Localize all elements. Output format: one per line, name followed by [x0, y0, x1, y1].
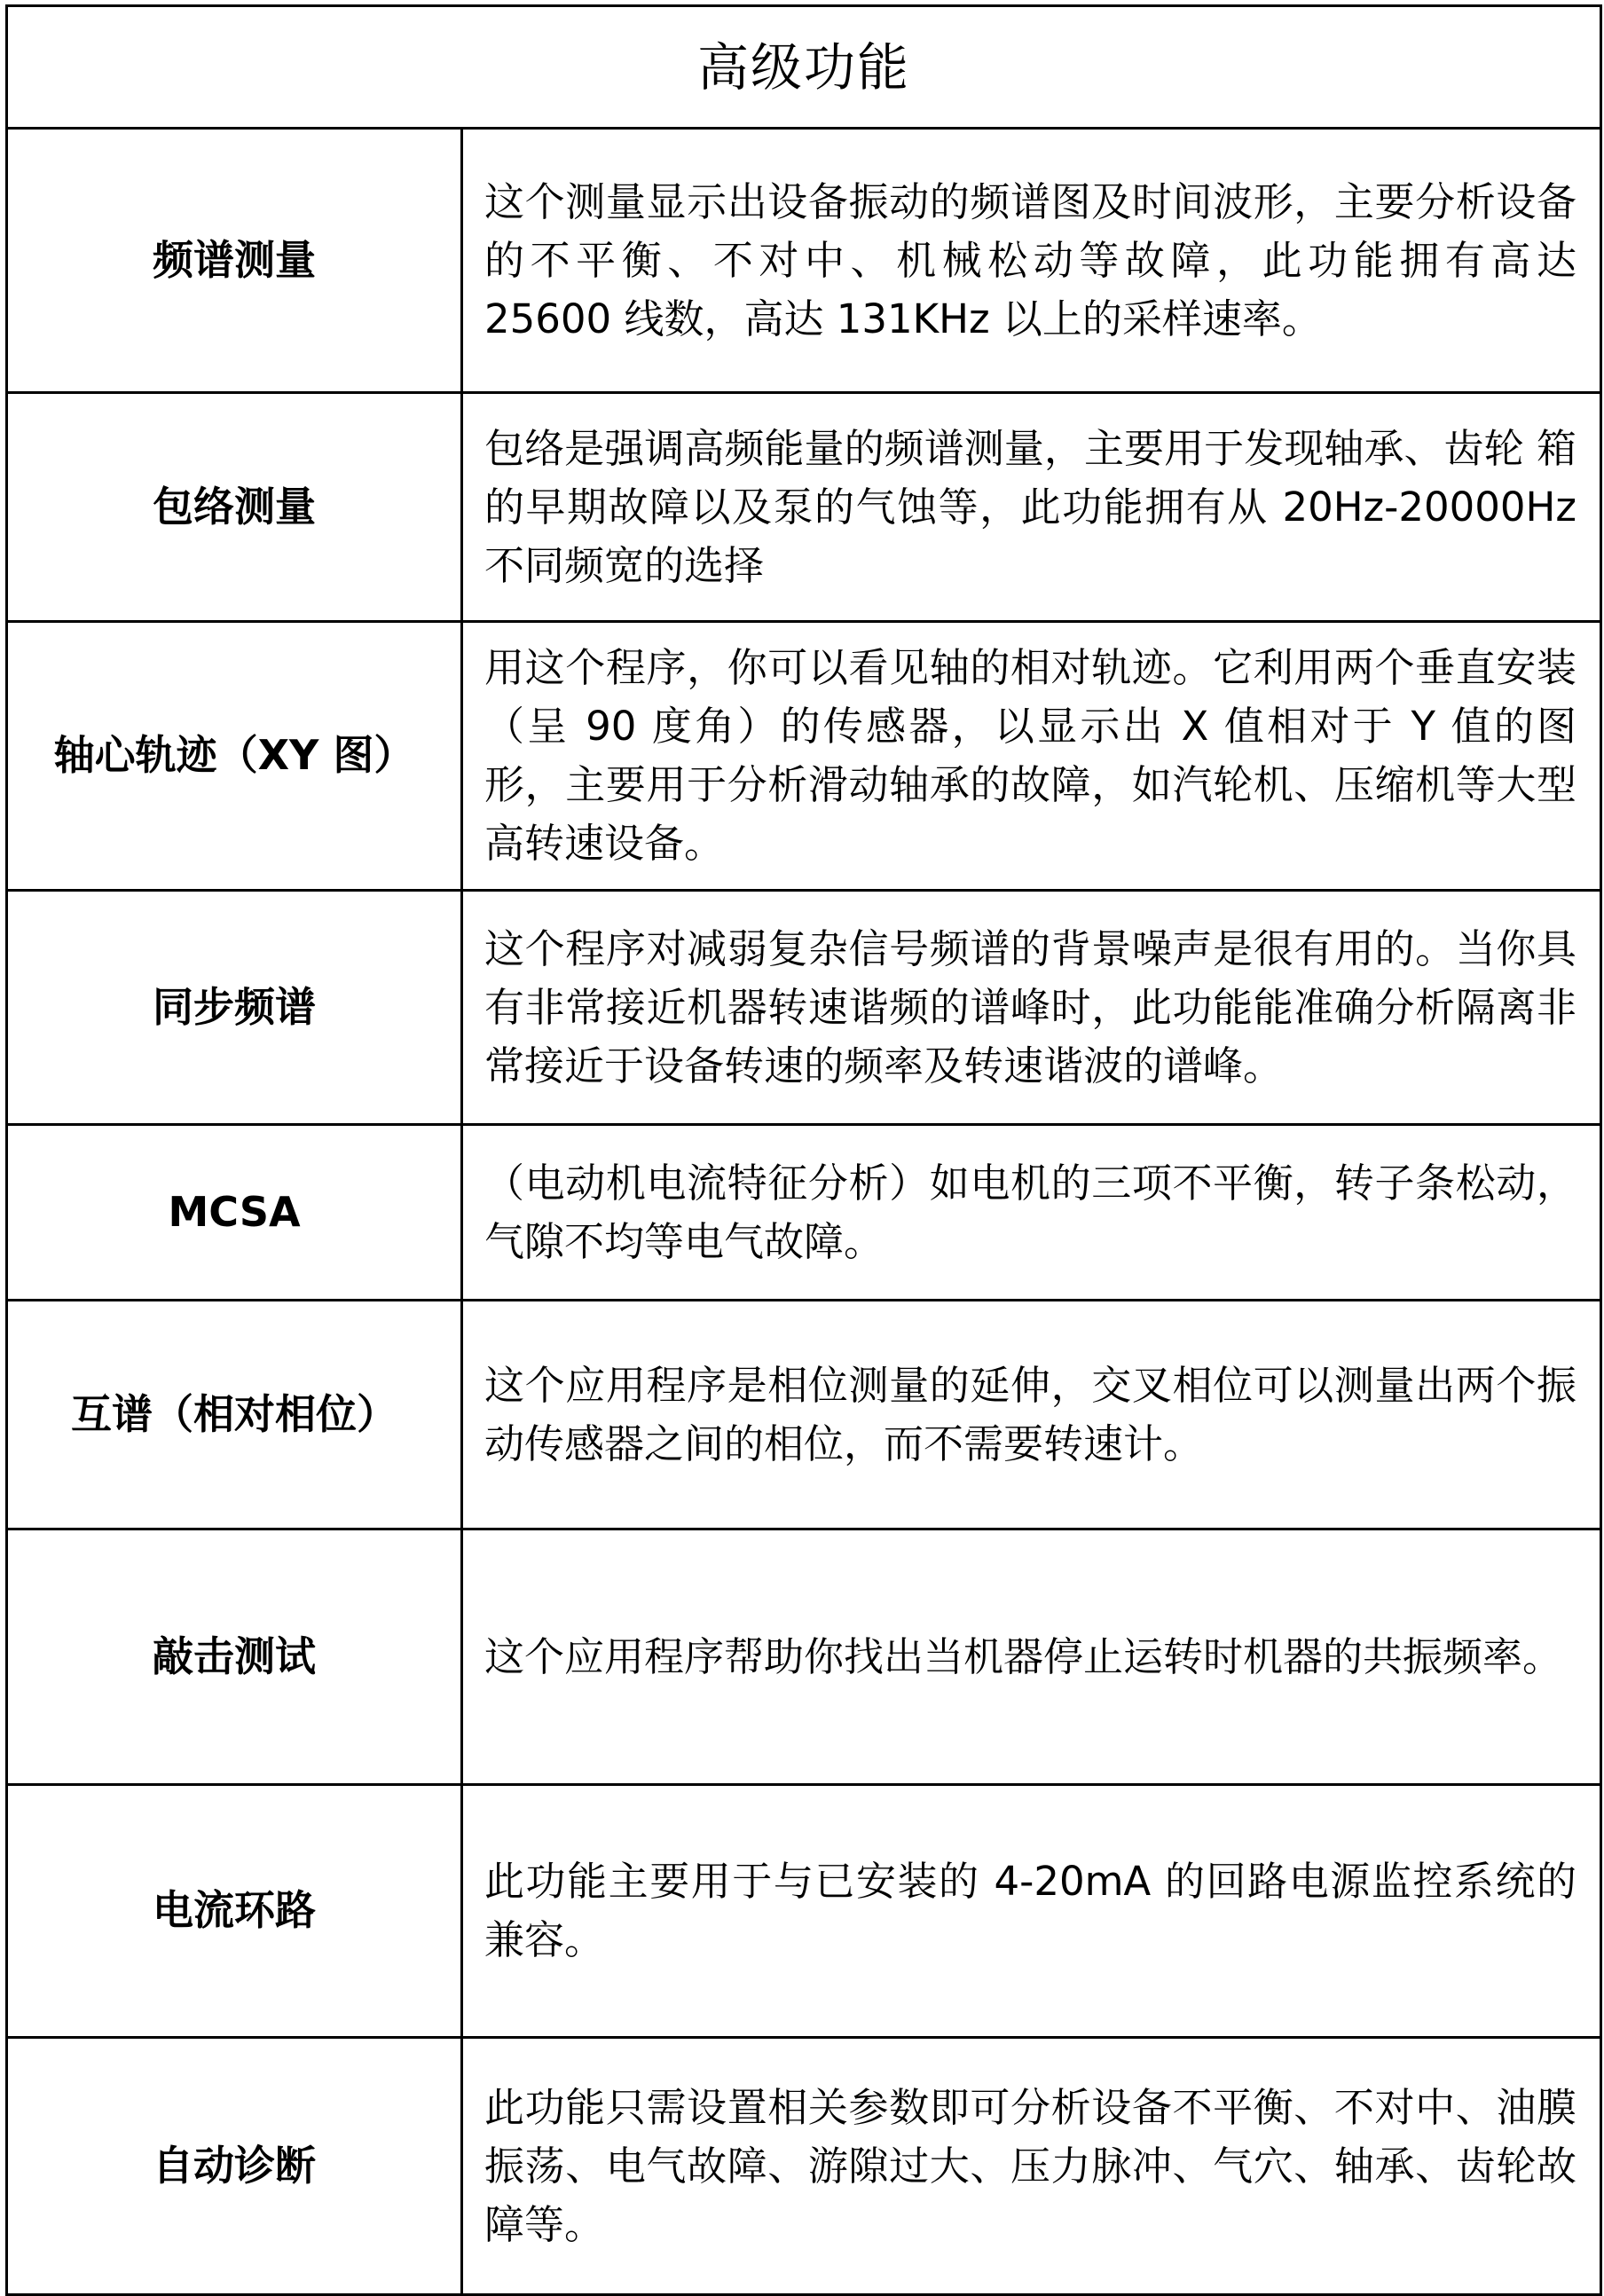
- feature-description: 包络是强调高频能量的频谱测量，主要用于发现轴承、齿轮 箱的早期故障以及泵的气蚀等，此功能拥有从 20Hz-20000Hz 不同频宽的选择: [462, 393, 1601, 622]
- feature-name: 敲击测试: [7, 1529, 462, 1785]
- feature-name: 同步频谱: [7, 891, 462, 1125]
- feature-description: 这个程序对减弱复杂信号频谱的背景噪声是很有用的。当你具有非常接近机器转速谐频的谱峰时，此功能能准确分析隔离非常接近于设备转速的频率及转速谐波的谱峰。: [462, 891, 1601, 1125]
- table-row: [7, 891, 1601, 1125]
- feature-name: 电流环路: [7, 1785, 462, 2038]
- feature-description: 这个应用程序帮助你找出当机器停止运转时机器的共振频率。: [462, 1529, 1601, 1785]
- table-row: [7, 1529, 1601, 1785]
- advanced-features-table: [5, 4, 1602, 2296]
- feature-description: 这个应用程序是相位测量的延伸，交叉相位可以测量出两个振动传感器之间的相位，而不需要转速计。: [462, 1301, 1601, 1529]
- feature-name: MCSA: [7, 1125, 462, 1301]
- feature-description: 此功能只需设置相关参数即可分析设备不平衡、不对中、油膜振荡、电气故障、游隙过大、压力脉冲、气穴、轴承、齿轮故障等。: [462, 2038, 1601, 2295]
- table-row: [7, 622, 1601, 891]
- table-row: [7, 2038, 1601, 2295]
- feature-description: 用这个程序，你可以看见轴的相对轨迹。它利用两个垂直安装（呈 90 度角）的传感器，以显示出 X 值相对于 Y 值的图形，主要用于分析滑动轴承的故障，如汽轮机、压缩机等大型高转速设备。: [462, 622, 1601, 891]
- feature-name: 互谱（相对相位）: [7, 1301, 462, 1529]
- feature-description: 这个测量显示出设备振动的频谱图及时间波形，主要分析设备的不平衡、不对中、机械松动等故障，此功能拥有高达 25600 线数，高达 131KHz 以上的采样速率。: [462, 129, 1601, 393]
- table-row: [7, 1301, 1601, 1529]
- table-row: [7, 1125, 1601, 1301]
- table-row: [7, 129, 1601, 393]
- feature-description: （电动机电流特征分析）如电机的三项不平衡，转子条松动，气隙不均等电气故障。: [462, 1125, 1601, 1301]
- feature-description: 此功能主要用于与已安装的 4-20mA 的回路电源监控系统的兼容。: [462, 1785, 1601, 2038]
- feature-name: 频谱测量: [7, 129, 462, 393]
- feature-name: 包络测量: [7, 393, 462, 622]
- table-title: 高级功能: [7, 6, 1601, 129]
- feature-name: 自动诊断: [7, 2038, 462, 2295]
- table-row: [7, 393, 1601, 622]
- feature-name: 轴心轨迹（XY 图）: [7, 622, 462, 891]
- table-row: [7, 1785, 1601, 2038]
- title-row: [7, 6, 1601, 129]
